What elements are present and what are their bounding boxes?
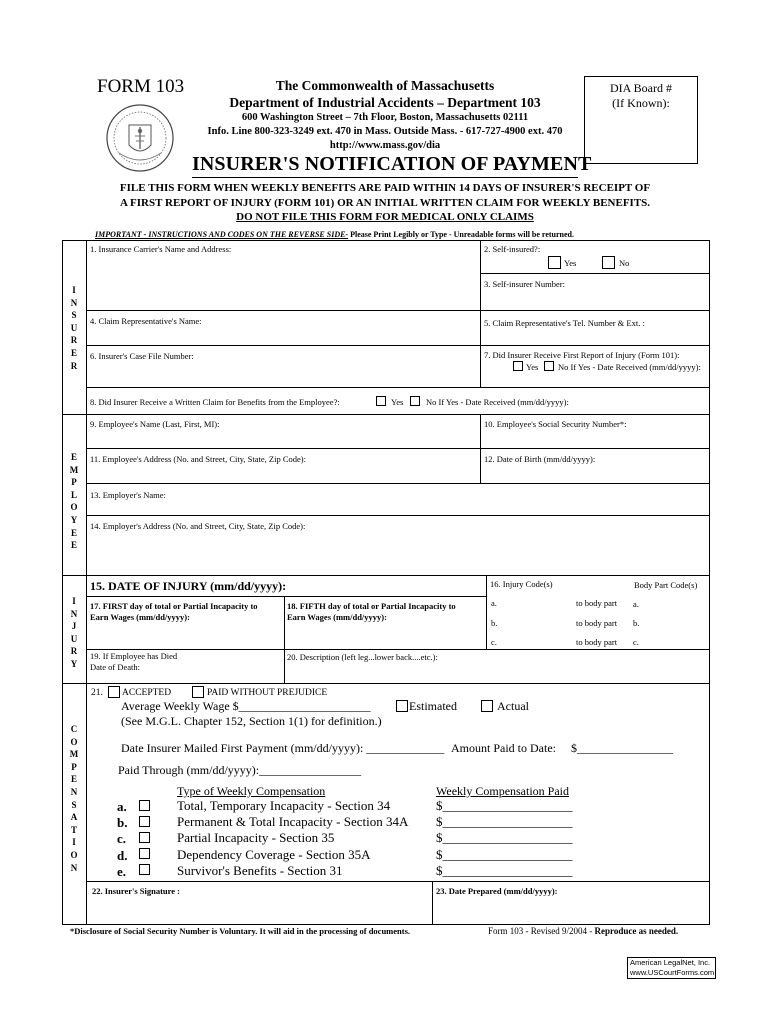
body-part-c[interactable]: c. [633,637,639,647]
agency-info-line: Info. Line 800-323-3249 ext. 470 in Mass. Outside Mass. - 617-727-4900 ext. 470 [207,126,563,137]
field-14-label[interactable]: 14. Employer's Address (No. and Street, City, State, Zip Code): [90,521,306,531]
field-22-label[interactable]: 22. Insurer's Signature : [92,886,181,896]
type-b-label: Permanent & Total Incapacity - Section 34A [177,814,409,829]
instruction-line3: DO NOT FILE THIS FORM FOR MEDICAL ONLY CLAIMS [236,211,534,223]
type-e-label: Survivor's Benefits - Section 31 [177,863,343,878]
injury-col-divider [486,575,487,649]
field-20-label[interactable]: 20. Description (left leg...lower back....etc.): [287,652,438,662]
field-18-label-1[interactable]: 18. FIFTH day of total or Partial Incapacity to [287,601,456,611]
body-part-label: Body Part Code(s) [634,580,698,590]
paid-without-prejudice-checkbox[interactable] [192,686,204,698]
dia-board-sub: (If Known): [612,96,670,110]
type-d-label: Dependency Coverage - Section 35A [177,847,371,862]
body-part-a[interactable]: a. [633,599,639,609]
written-claim-yes-label: Yes [391,397,404,407]
row-line [86,483,710,484]
type-b-amount[interactable]: $____________________ [436,814,573,829]
field-5-label[interactable]: 5. Claim Representative's Tel. Number & Ext. : [484,318,645,328]
important-prefix: IMPORTANT - INSTRUCTIONS AND CODES ON THE REVERSE SIDE- [95,230,349,239]
agency-line2: Department of Industrial Accidents – Department 103 [229,95,541,110]
weekly-header: Weekly Compensation Paid [436,784,570,798]
type-b-letter: b. [117,815,128,830]
type-c-checkbox[interactable] [139,832,150,843]
written-claim-no-label: No If Yes - Date Received (mm/dd/yyyy): [426,397,569,407]
injury-code-a-text: to body part [576,598,618,608]
body-part-b[interactable]: b. [633,618,640,628]
section-divider [62,683,710,684]
title-underline [192,177,578,178]
row-line [86,345,710,346]
estimated-checkbox[interactable] [396,700,408,712]
self-insured-no-checkbox[interactable] [602,256,615,269]
form-revision-text: Form 103 - Revised 9/2004 - [488,926,593,936]
signature-col-divider [432,881,433,925]
row-line [86,515,710,516]
field-12-label[interactable]: 12. Date of Birth (mm/dd/yyyy): [484,454,596,464]
self-insured-no-label: No [619,258,630,268]
field-10-label[interactable]: 10. Employee's Social Security Number*: [484,419,627,429]
field-1-label[interactable]: 1. Insurance Carrier's Name and Address: [90,244,232,254]
instruction-line1: FILE THIS FORM WHEN WEEKLY BENEFITS ARE PAID WITHIN 14 DAYS OF INSURER'S RECEIPT OF [119,182,651,194]
form101-no-checkbox[interactable] [544,361,554,371]
massachusetts-seal-icon [105,103,175,173]
field-4-label[interactable]: 4. Claim Representative's Name: [90,316,202,326]
type-c-amount[interactable]: $____________________ [436,830,573,845]
agency-website: http://www.mass.gov/dia [329,140,441,151]
form101-yes-label: Yes [526,362,539,372]
type-a-label: Total, Temporary Incapacity - Section 34 [177,798,391,813]
legalnet-line1: American LegalNet, Inc. [630,958,711,967]
field-17-label-2: Earn Wages (mm/dd/yyyy): [90,612,190,622]
injury-code-b[interactable]: b. [491,618,498,628]
field-19-label-2: Date of Death: [90,662,141,672]
self-insured-yes-label: Yes [564,258,577,268]
legalnet-line2: www.USCourtForms.com [630,968,715,977]
type-d-letter: d. [117,848,128,863]
field-2-label: 2. Self-insured?: [484,244,541,254]
form-number: FORM 103 [97,76,185,97]
self-insured-yes-checkbox[interactable] [548,256,561,269]
section-divider [62,414,710,415]
row-line [86,310,710,311]
field-11-label[interactable]: 11. Employee's Address (No. and Street, City, State, Zip Code): [90,454,306,464]
injury-code-b-text: to body part [576,618,618,628]
see-mgl-note: (See M.G.L. Chapter 152, Section 1(1) for definition.) [121,714,382,728]
written-claim-no-checkbox[interactable] [410,396,420,406]
row-line [86,881,710,882]
field-13-label[interactable]: 13. Employer's Name: [90,490,166,500]
row-line [86,596,486,597]
field-3-label[interactable]: 3. Self-insurer Number: [484,279,565,289]
type-c-letter: c. [117,831,127,846]
estimated-label: Estimated [409,699,457,713]
type-c-label: Partial Incapacity - Section 35 [177,830,335,845]
injury-code-a[interactable]: a. [491,598,497,608]
reproduce-note: Reproduce as needed. [594,926,679,936]
row-line [86,649,710,650]
form101-no-label: No If Yes - Date Received (mm/dd/yyyy): [558,362,701,372]
insurer-col-divider [480,240,481,387]
compensation-side-label: C O M P E N S A T I O N [69,724,79,873]
type-e-checkbox[interactable] [139,864,150,875]
important-tail: Please Print Legibly or Type - Unreadable forms will be returned. [350,230,575,239]
important-note [95,230,574,239]
field-7-label: 7. Did Insurer Receive First Report of Injury (Form 101): [484,350,680,360]
row-line [480,273,710,274]
accepted-label: ACCEPTED [122,688,172,698]
written-claim-yes-checkbox[interactable] [376,396,386,406]
actual-label: Actual [497,699,529,713]
injury-code-c[interactable]: c. [491,637,497,647]
injury-side-label: I N J U R Y [70,596,78,669]
type-a-amount[interactable]: $____________________ [436,798,573,813]
amount-paid-field[interactable]: $________________ [571,741,673,755]
ssn-disclosure-note: *Disclosure of Social Security Number is Voluntary. It will aid in the processing of documents. [70,926,411,936]
type-d-amount[interactable]: $____________________ [436,847,573,862]
form101-yes-checkbox[interactable] [513,361,523,371]
injury-mid-divider [284,596,285,683]
row-line [86,387,710,388]
field-6-label[interactable]: 6. Insurer's Case File Number: [90,351,194,361]
employee-side-label: E M P L O Y E E [69,452,79,551]
accepted-checkbox[interactable] [108,686,120,698]
field-15-label[interactable]: 15. DATE OF INJURY (mm/dd/yyyy): [90,579,287,593]
field-21-label: 21. [91,688,103,698]
side-column-divider [86,240,87,925]
form-title: INSURER'S NOTIFICATION OF PAYMENT [192,153,592,175]
date-mailed-field[interactable]: Date Insurer Mailed First Payment (mm/dd/yyyy): _____________ [121,741,445,755]
amount-paid-label: Amount Paid to Date: [451,741,556,755]
section-divider [62,575,710,576]
form-revision [488,926,678,936]
type-e-letter: e. [117,864,127,879]
insurer-side-label: I N S U R E R [70,285,78,371]
injury-code-c-text: to body part [576,637,618,647]
dia-board-label: DIA Board # [610,81,672,95]
field-19-label-1[interactable]: 19. If Employee has Died [90,651,178,661]
field-9-label[interactable]: 9. Employee's Name (Last, First, MI): [90,419,220,429]
average-weekly-wage[interactable]: Average Weekly Wage $______________________ [121,699,371,713]
type-b-checkbox[interactable] [139,816,150,827]
type-a-letter: a. [117,799,127,814]
type-a-checkbox[interactable] [139,800,150,811]
instruction-line2: A FIRST REPORT OF INJURY (FORM 101) OR AN INITIAL WRITTEN CLAIM FOR WEEKLY BENEFITS. [119,197,651,209]
field-18-label-2: Earn Wages (mm/dd/yyyy): [287,612,387,622]
type-e-amount[interactable]: $____________________ [436,863,573,878]
type-d-checkbox[interactable] [139,848,150,859]
actual-checkbox[interactable] [481,700,493,712]
row-line [86,448,710,449]
agency-address: 600 Washington Street – 7th Floor, Boston, Massachusetts 02111 [241,112,529,123]
agency-line1: The Commonwealth of Massachusetts [275,78,495,93]
field-16-label: 16. Injury Code(s) [490,579,553,589]
paid-without-prejudice-label: PAID WITHOUT PREJUDICE [207,688,328,698]
paid-through-field[interactable]: Paid Through (mm/dd/yyyy):_________________ [118,763,362,777]
type-header: Type of Weekly Compensation [177,784,326,798]
field-8-label: 8. Did Insurer Receive a Written Claim for Benefits from the Employee?: [90,397,340,407]
field-23-label[interactable]: 23. Date Prepared (mm/dd/yyyy): [436,886,558,896]
field-17-label-1[interactable]: 17. FIRST day of total or Partial Incapacity to [90,601,258,611]
